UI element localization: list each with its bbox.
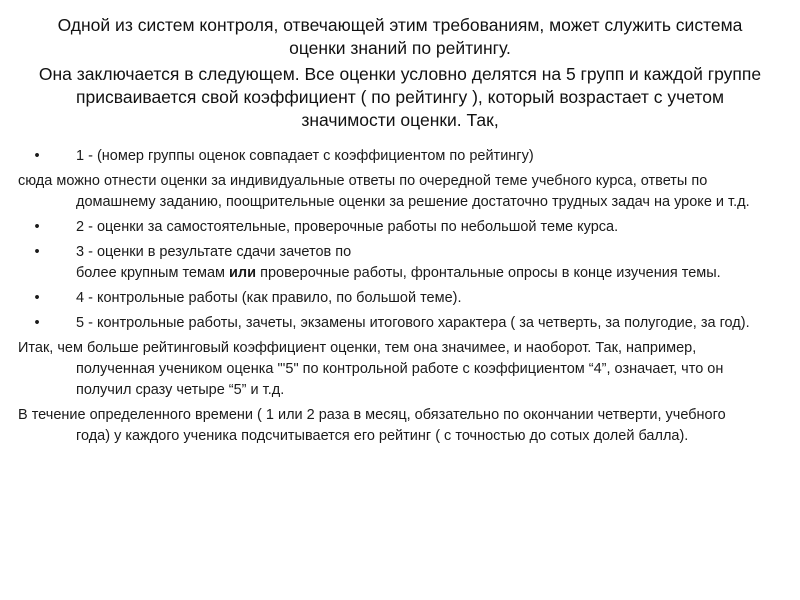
list-item-group-3 bbox=[18, 242, 753, 284]
list-item-text: 2 - оценки за самостоятельные, проверочные работы по небольшой теме курса. bbox=[76, 219, 619, 235]
list-item-text: 3 - оценки в результате сдачи зачетов по bbox=[76, 244, 352, 260]
list-item-text-pre: более крупным темам bbox=[76, 265, 230, 281]
list-item-group-2 bbox=[18, 217, 753, 238]
list-item-bold-word: или bbox=[229, 265, 257, 281]
bullet-icon: • bbox=[34, 219, 40, 235]
list-item-text-post: проверочные работы, фронтальные опросы в конце изучения темы. bbox=[256, 265, 721, 281]
list-item-text: 4 - контрольные работы (как правило, по большой теме). bbox=[76, 290, 462, 306]
bullet-icon: • bbox=[34, 244, 40, 260]
list-item-group-5 bbox=[18, 313, 753, 334]
title-line-2: Она заключается в следующем. Все оценки условно делятся на 5 групп и каждой группе присваивается свой коэффициент ( по рейтингу ), который возрастает с учетом значимости оценки. Так, bbox=[38, 64, 762, 130]
list-item-group-1 bbox=[18, 146, 753, 167]
bullet-icon: • bbox=[34, 315, 40, 331]
bullet-icon: • bbox=[34, 290, 40, 306]
paragraph-conclusion: Итак, чем больше рейтинговый коэффициент оценки, тем она значимее, и наоборот. Так, например, полученная учеником оценка "'5" по контрольной работе с коэффициентом “4”, означает, что он получил сразу четыре “5” и т.д. bbox=[18, 340, 724, 398]
list-item-group-4 bbox=[18, 288, 753, 309]
bullet-icon: • bbox=[34, 148, 40, 164]
slide-title bbox=[28, 14, 772, 132]
list-item-text: 1 - (номер группы оценок совпадает с коэффициентом по рейтингу) bbox=[76, 148, 534, 164]
list-item-text: 5 - контрольные работы, зачеты, экзамены итогового характера ( за четверть, за полугодие, за год). bbox=[76, 315, 750, 331]
slide-body bbox=[18, 146, 753, 451]
title-line-1: Одной из систем контроля, отвечающей этим требованиям, может служить система оценки знаний по рейтингу. bbox=[57, 15, 743, 58]
paragraph-group-1-desc: сюда можно отнести оценки за индивидуальные ответы по очередной теме учебного курса, ответы по домашнему заданию, поощрительные оценки за решение достаточно трудных задач на уроке и т.д. bbox=[18, 173, 750, 210]
paragraph-rating-period: В течение определенного времени ( 1 или 2 раза в месяц, обязательно по окончании четверти, учебного года) у каждого ученика подсчитывается его рейтинг ( с точностью до сотых долей балла). bbox=[18, 407, 726, 444]
